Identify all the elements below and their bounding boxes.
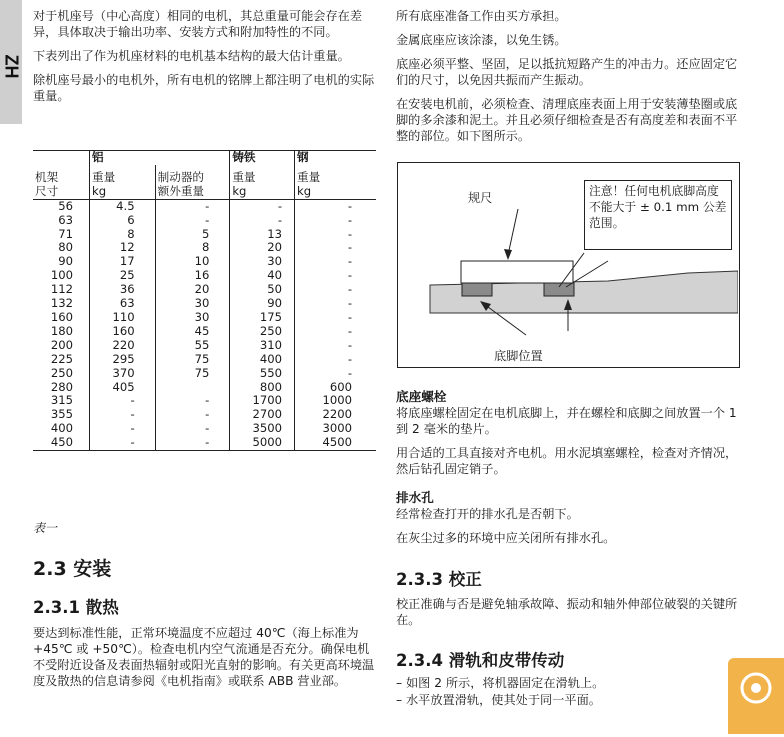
- table-cell: -: [90, 394, 156, 408]
- table-cell: -: [155, 214, 230, 228]
- table-cell: 50: [230, 283, 295, 297]
- table-row: [33, 283, 376, 297]
- table-cell: 112: [50, 282, 73, 297]
- table-cell: 4500: [295, 436, 376, 450]
- table-caption: 表一: [33, 521, 58, 535]
- table-cell: -: [295, 353, 376, 367]
- motor-foot-left: [462, 283, 492, 296]
- language-tab-label: ZH: [1, 54, 22, 79]
- foot-position-label: 底脚位置: [494, 349, 543, 363]
- bolts-title: 底座螺栓: [396, 389, 447, 404]
- table-row: [33, 436, 376, 450]
- table-cell: 20: [155, 283, 230, 297]
- table-cell: -: [295, 339, 376, 353]
- section-2-3-3-title: 2.3.3 校正: [396, 570, 482, 589]
- table-cell: 280: [50, 379, 73, 394]
- table-cell: 310: [230, 339, 295, 353]
- ruler-bar: [461, 261, 573, 283]
- table-row: [33, 199, 376, 213]
- table-cell: 55: [155, 339, 230, 353]
- table-cell: 400: [50, 421, 73, 436]
- table-row: [33, 339, 376, 353]
- table-cell: 63: [58, 212, 73, 227]
- table-cell: 450: [50, 435, 73, 450]
- material-steel: 钢: [295, 151, 376, 165]
- right-paragraph-1: 所有底座准备工作由买方承担。: [396, 9, 567, 23]
- table-cell: -: [295, 283, 376, 297]
- table-cell: 90: [58, 254, 73, 269]
- tolerance-note: 注意！任何电机底脚高度不能大于 ± 0.1 mm 公差范围。: [584, 180, 732, 250]
- table-cell: 6: [90, 214, 156, 228]
- drain-paragraph-1: 经常检查打开的排水孔是否朝下。: [396, 507, 579, 521]
- unit: kg: [295, 185, 376, 199]
- unit: kg: [90, 185, 156, 199]
- table-row: [33, 241, 376, 255]
- table-cell: 20: [230, 241, 295, 255]
- col-weight-header: 重量: [230, 171, 295, 185]
- table-row: [33, 408, 376, 422]
- col-weight-header: 重量: [90, 171, 156, 185]
- col-frame-header-2: 尺寸: [33, 185, 90, 199]
- table-cell: 30: [230, 255, 295, 269]
- table-cell: 25: [90, 269, 156, 283]
- table-row: [33, 367, 376, 381]
- weight-table: [33, 150, 376, 451]
- left-paragraph-1: 对于机座号（中心高度）相同的电机，其总重量可能会存在差异，具体取决于输出功率、安装方式和附加特性的不同。: [33, 9, 363, 39]
- table-cell: -: [155, 422, 230, 436]
- table-cell: 75: [155, 367, 230, 381]
- table-cell: 1700: [230, 394, 295, 408]
- table-cell: -: [230, 214, 295, 228]
- table-cell: 180: [50, 323, 73, 338]
- bolts-paragraph-1: 将底座螺栓固定在电机底脚上，并在螺栓和底脚之间放置一个 1 到 2 毫米的垫片。: [396, 406, 737, 436]
- table-cell: 400: [230, 353, 295, 367]
- table-cell: -: [295, 325, 376, 339]
- table-row: [33, 269, 376, 283]
- table-cell: 600: [295, 381, 376, 395]
- table-cell: 175: [230, 311, 295, 325]
- table-row: [33, 353, 376, 367]
- watermark-icon: [728, 658, 784, 734]
- table-cell: 16: [155, 269, 230, 283]
- ruler-pointer: [508, 209, 518, 255]
- table-cell: -: [295, 269, 376, 283]
- table-cell: -: [155, 199, 230, 213]
- material-aluminium: 铝: [90, 151, 230, 165]
- left-paragraph-2: 下表列出了作为机座材料的电机基本结构的最大估计重量。: [33, 49, 350, 63]
- table-cell: 3000: [295, 422, 376, 436]
- material-cast-iron: 铸铁: [230, 151, 295, 165]
- table-cell: 8: [90, 228, 156, 242]
- table-row: [33, 255, 376, 269]
- table-cell: 56: [58, 198, 73, 213]
- table-cell: -: [295, 311, 376, 325]
- table-row: [33, 228, 376, 242]
- table-cell: -: [155, 436, 230, 450]
- section-2-3-4-item-1: – 如图 2 所示，将机器固定在滑轨上。: [396, 676, 605, 690]
- table-cell: -: [295, 199, 376, 213]
- table-cell: -: [90, 422, 156, 436]
- table-cell: -: [295, 228, 376, 242]
- table-cell: -: [295, 367, 376, 381]
- left-column: [33, 8, 378, 112]
- table-cell: 63: [90, 297, 156, 311]
- col-frame-header: 机架: [35, 169, 59, 184]
- table-cell: 160: [90, 325, 156, 339]
- table-row: [33, 422, 376, 436]
- col-weight-header: 重量: [295, 171, 376, 185]
- table-cell: -: [155, 394, 230, 408]
- drain-paragraph-2: 在灰尘过多的环境中应关闭所有排水孔。: [396, 531, 616, 545]
- table-cell: 200: [50, 337, 73, 352]
- section-2-3-1-title: 2.3.1 散热: [33, 598, 119, 617]
- right-paragraph-3: 底座必须平整、坚固，足以抵抗短路产生的冲击力。还应固定它们的尺寸，以免因共振而产生振动。: [396, 57, 738, 87]
- table-cell: 30: [155, 297, 230, 311]
- table-cell: 4.5: [90, 199, 156, 213]
- table-cell: [155, 381, 230, 395]
- table-cell: 370: [90, 367, 156, 381]
- table-cell: -: [90, 408, 156, 422]
- table-cell: 295: [90, 353, 156, 367]
- table-cell: 220: [90, 339, 156, 353]
- table-cell: 355: [50, 407, 73, 422]
- right-column: [396, 8, 742, 152]
- table-cell: 100: [50, 268, 73, 283]
- table-cell: 80: [58, 240, 73, 255]
- table-cell: 160: [50, 309, 73, 324]
- table-cell: 315: [50, 393, 73, 408]
- drain-title: 排水孔: [396, 490, 434, 505]
- ruler-arrowhead: [504, 249, 512, 260]
- table-row: [33, 325, 376, 339]
- table-cell: -: [295, 214, 376, 228]
- table-cell: 132: [50, 296, 73, 311]
- table-cell: -: [295, 297, 376, 311]
- bolts-paragraph-2: 用合适的工具直接对齐电机。用水泥填塞螺栓，检查对齐情况，然后钻孔固定销子。: [396, 446, 738, 476]
- table-cell: 12: [90, 241, 156, 255]
- language-tab: [0, 0, 22, 124]
- col-brake-header-2: 额外重量: [155, 185, 230, 199]
- table-cell: 110: [90, 311, 156, 325]
- table-cell: 36: [90, 283, 156, 297]
- table-cell: 45: [155, 325, 230, 339]
- table-cell: 225: [50, 351, 73, 366]
- table-cell: 250: [50, 365, 73, 380]
- table-cell: 5000: [230, 436, 295, 450]
- table-cell: 10: [155, 255, 230, 269]
- table-cell: 8: [155, 241, 230, 255]
- table-cell: -: [155, 408, 230, 422]
- table-row: [33, 311, 376, 325]
- right-paragraph-4: 在安装电机前，必须检查、清理底座表面上用于安装薄垫圈或底脚的多余漆和泥土。并且必须仔细检查是否有高度差和表面不平整的部位。如下图所示。: [396, 97, 738, 143]
- table-cell: 75: [155, 353, 230, 367]
- unit: kg: [230, 185, 295, 199]
- table-cell: 3500: [230, 422, 295, 436]
- table-cell: 40: [230, 269, 295, 283]
- table-row: [33, 381, 376, 395]
- table-cell: 250: [230, 325, 295, 339]
- table-cell: 800: [230, 381, 295, 395]
- ruler-label: 规尺: [468, 191, 493, 205]
- table-row: [33, 297, 376, 311]
- section-2-3-title: 2.3 安装: [33, 558, 112, 580]
- section-2-3-4-title: 2.3.4 滑轨和皮带传动: [396, 651, 565, 670]
- table-cell: 13: [230, 228, 295, 242]
- right-paragraph-2: 金属底座应该涂漆，以免生锈。: [396, 33, 567, 47]
- bolts-section: [396, 386, 742, 554]
- watermark-logo: [728, 658, 784, 734]
- table-cell: 71: [58, 226, 73, 241]
- table-cell: 1000: [295, 394, 376, 408]
- table-cell: 90: [230, 297, 295, 311]
- table-row: [33, 214, 376, 228]
- left-paragraph-3: 除机座号最小的电机外，所有电机的铭牌上都注明了电机的实际重量。: [33, 73, 375, 103]
- table-cell: -: [295, 255, 376, 269]
- table-cell: 30: [155, 311, 230, 325]
- section-2-3-4-item-2: – 水平放置滑轨，使其处于同一平面。: [396, 693, 601, 707]
- col-brake-header: 制动器的: [155, 171, 230, 185]
- table-cell: 2700: [230, 408, 295, 422]
- table-cell: -: [90, 436, 156, 450]
- table-cell: 5: [155, 228, 230, 242]
- section-2-3-3-body: 校正准确与否是避免轴承故障、振动和轴外伸部位破裂的关键所在。: [396, 597, 738, 627]
- table-cell: -: [230, 199, 295, 213]
- table-cell: -: [295, 241, 376, 255]
- table-row: [33, 394, 376, 408]
- table-cell: 550: [230, 367, 295, 381]
- table-cell: 2200: [295, 408, 376, 422]
- section-2-3-1-body: 要达到标准性能，正常环境温度不应超过 40℃（海上标准为 +45℃ 或 +50℃）。检查电机内空气流通是否充分。确保电机不受附近设备及表面热辐射或阳光直射的影响。有关更高环境温度及散热的信息请参阅《电机指南》或联系 ABB 营业部。: [33, 626, 375, 688]
- table-cell: 405: [90, 381, 156, 395]
- table-cell: 17: [90, 255, 156, 269]
